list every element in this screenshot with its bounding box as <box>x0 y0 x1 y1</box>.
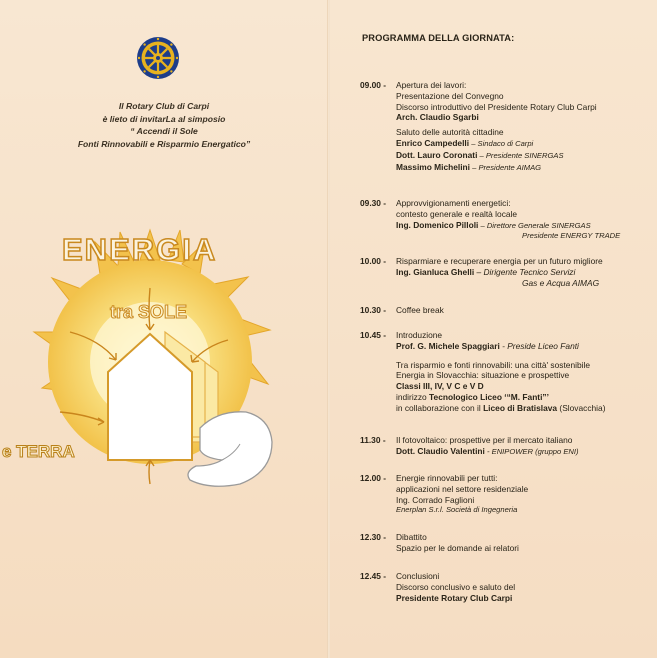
agenda-line: Energie rinnovabili per tutti: <box>396 473 498 483</box>
agenda-line: Il fotovoltaico: prospettive per il mercato italiano <box>396 435 573 445</box>
agenda-line: Tecnologico Liceo ‘“M. Fanti”’ <box>429 391 549 402</box>
agenda-line: Dibattito <box>396 532 427 542</box>
speaker-name: Dott. Lauro Coronati <box>396 149 478 160</box>
speaker-role: – Dirigente Tecnico Servizi <box>474 266 576 277</box>
agenda-body <box>396 473 650 516</box>
agenda-body <box>396 571 650 603</box>
agenda-line: Introduzione <box>396 330 443 340</box>
agenda-line: Spazio per le domande ai relatori <box>396 542 519 553</box>
tra-sole-word: tra SOLE <box>110 302 188 322</box>
agenda-time: 12.45 - <box>360 571 387 581</box>
agenda-time: 09.00 - <box>360 80 387 90</box>
speaker-role: – Sindaco di Carpi <box>469 138 534 148</box>
agenda-time: 10.45 - <box>360 330 387 340</box>
invite-line: è lieto di invitarLa al simposio <box>102 113 226 124</box>
agenda-line: Apertura dei lavori: <box>396 80 467 90</box>
agenda-time: 12.00 - <box>360 473 387 483</box>
agenda-time: 09.30 - <box>360 198 387 208</box>
agenda-line: contesto generale e realtà locale <box>396 208 518 219</box>
energy-sun-house-illustration <box>0 222 300 502</box>
invite-line: “ Accendi il Sole <box>130 126 198 136</box>
speaker-role: - Preside Liceo Fanti <box>499 340 579 351</box>
agenda-line: Saluto delle autorità cittadine <box>396 127 504 138</box>
e-terra-word: e TERRA <box>2 442 75 461</box>
energia-word: ENERGIA <box>62 232 218 267</box>
agenda-body <box>396 305 650 316</box>
agenda-line: Approvvigionamenti energetici: <box>396 198 511 208</box>
agenda-line: indirizzo <box>396 391 430 402</box>
agenda-time: 11.30 - <box>360 435 386 445</box>
speaker-role: Gas e Acqua AIMAG <box>522 277 600 288</box>
speaker-name: Ing. Gianluca Ghelli <box>396 266 475 277</box>
agenda-line: Discorso conclusivo e saluto del <box>396 581 516 592</box>
invite-line: Fonti Rinnovabili e Risparmio Energatico” <box>77 138 251 149</box>
invitation-text <box>40 100 288 150</box>
speaker-name: Prof. G. Michele Spaggiari <box>396 340 500 351</box>
agenda-body <box>396 435 650 458</box>
speaker-role: Presidente ENERGY TRADE <box>522 231 621 241</box>
invite-line: Il Rotary Club di Carpi <box>118 101 210 111</box>
agenda-line: Classi III, IV, V C e V D <box>396 381 484 392</box>
speaker-role: - ENIPOWER (gruppo ENI) <box>484 446 579 456</box>
agenda-time: 10.30 - <box>360 305 387 315</box>
rotary-wheel-logo-icon <box>135 35 181 81</box>
speaker-name: Dott. Claudio Valentini <box>396 445 485 456</box>
agenda-time: 10.00 - <box>360 256 387 266</box>
agenda-line: Risparmiare e recuperare energia per un futuro migliore <box>396 256 603 266</box>
speaker-name: Ing. Domenico Pilloli <box>396 219 479 230</box>
agenda-line: Liceo di Bratislava <box>483 402 558 413</box>
agenda-line: Discorso introduttivo del Presidente Rotary Club Carpi <box>396 101 597 112</box>
agenda-body <box>396 330 650 414</box>
agenda-body <box>396 532 650 554</box>
agenda-body <box>396 80 650 173</box>
agenda-line: in collaborazione con il <box>396 402 484 413</box>
agenda-line: Conclusioni <box>396 571 440 581</box>
agenda-body <box>396 256 650 288</box>
agenda-line: Presidente Rotary Club Carpi <box>396 592 513 603</box>
agenda-line: Energia in Slovacchia: situazione e prospettive <box>396 370 570 381</box>
agenda-line: Tra risparmio e fonti rinnovabili: una città' sostenibile <box>396 359 591 370</box>
speaker-role: – Direttore Generale SINERGAS <box>478 220 591 230</box>
speaker-name: Enrico Campedelli <box>396 137 470 148</box>
speaker-role: – Presidente AIMAG <box>470 162 542 172</box>
speaker-role: – Presidente SINERGAS <box>477 150 564 160</box>
speaker-name: Arch. Claudio Sgarbi <box>396 112 479 123</box>
agenda-time: 12.30 - <box>360 532 387 542</box>
agenda-line: applicazioni nel settore residenziale <box>396 483 529 494</box>
agenda-line: Presentazione del Convegno <box>396 90 504 101</box>
speaker-role: Enerplan S.r.l. Società di Ingegneria <box>396 505 518 515</box>
speaker-name: Massimo Michelini <box>396 161 470 172</box>
agenda-line: (Slovacchia) <box>557 402 606 413</box>
programme-title: PROGRAMMA DELLA GIORNATA: <box>362 33 515 43</box>
speaker-name: Ing. Corrado Faglioni <box>396 494 475 505</box>
agenda-line: Coffee break <box>396 305 444 315</box>
agenda-body <box>396 198 650 242</box>
